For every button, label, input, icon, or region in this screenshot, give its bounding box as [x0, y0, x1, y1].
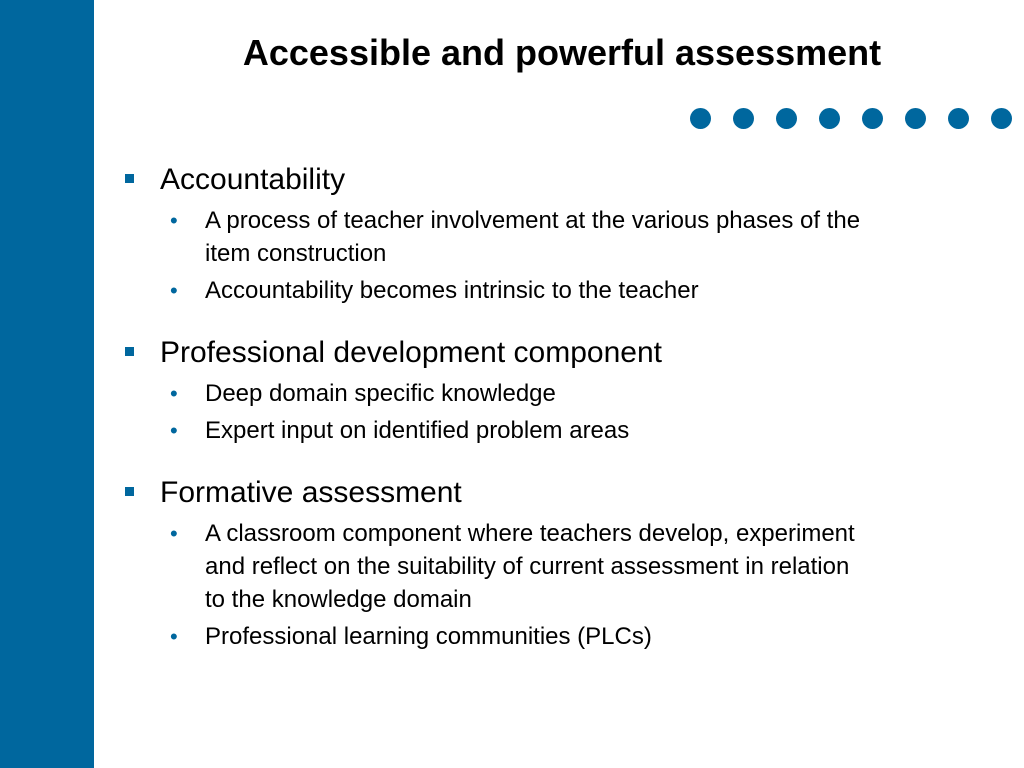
section-heading	[120, 473, 990, 513]
section-accountability	[120, 160, 990, 307]
list-item-text: A process of teacher involvement at the various phases of the item construction	[205, 207, 861, 267]
left-accent-bar	[0, 0, 94, 768]
square-bullet-icon	[125, 347, 134, 356]
list-item-text: Expert input on identified problem areas	[205, 417, 630, 444]
dot-icon	[776, 108, 797, 129]
list-item-text: Professional learning communities (PLCs)	[205, 623, 652, 650]
section-heading-text: Formative assessment	[160, 476, 462, 509]
list-item	[120, 620, 875, 653]
dot-icon	[948, 108, 969, 129]
list-item	[120, 377, 875, 410]
dot-icon	[733, 108, 754, 129]
dot-icon	[862, 108, 883, 129]
bullet-dot-icon: •	[170, 521, 178, 546]
slide-content	[120, 160, 990, 679]
bullet-dot-icon: •	[170, 278, 178, 303]
list-item-text: A classroom component where teachers develop, experiment and reflect on the suitability of current assessment in relation to the knowledge domain	[205, 520, 855, 613]
section-heading-text: Professional development component	[160, 336, 662, 369]
sub-list	[120, 377, 990, 447]
dot-icon	[690, 108, 711, 129]
dot-icon	[905, 108, 926, 129]
section-heading	[120, 333, 990, 373]
list-item	[120, 517, 875, 616]
section-heading-text: Accountability	[160, 163, 346, 196]
square-bullet-icon	[125, 174, 134, 183]
section-professional-development	[120, 333, 990, 447]
list-item-text: Accountability becomes intrinsic to the teacher	[205, 277, 699, 304]
slide-title: Accessible and powerful assessment	[242, 32, 882, 73]
bullet-dot-icon: •	[170, 624, 178, 649]
dot-icon	[991, 108, 1012, 129]
section-heading	[120, 160, 990, 200]
list-item	[120, 204, 875, 270]
sub-list	[120, 204, 990, 307]
decorative-dots	[690, 108, 1012, 130]
list-item	[120, 274, 875, 307]
sub-list	[120, 517, 990, 653]
bullet-dot-icon: •	[170, 381, 178, 406]
dot-icon	[819, 108, 840, 129]
square-bullet-icon	[125, 487, 134, 496]
bullet-dot-icon: •	[170, 418, 178, 443]
section-formative-assessment	[120, 473, 990, 653]
bullet-dot-icon: •	[170, 208, 178, 233]
list-item	[120, 414, 875, 447]
list-item-text: Deep domain specific knowledge	[205, 380, 556, 407]
